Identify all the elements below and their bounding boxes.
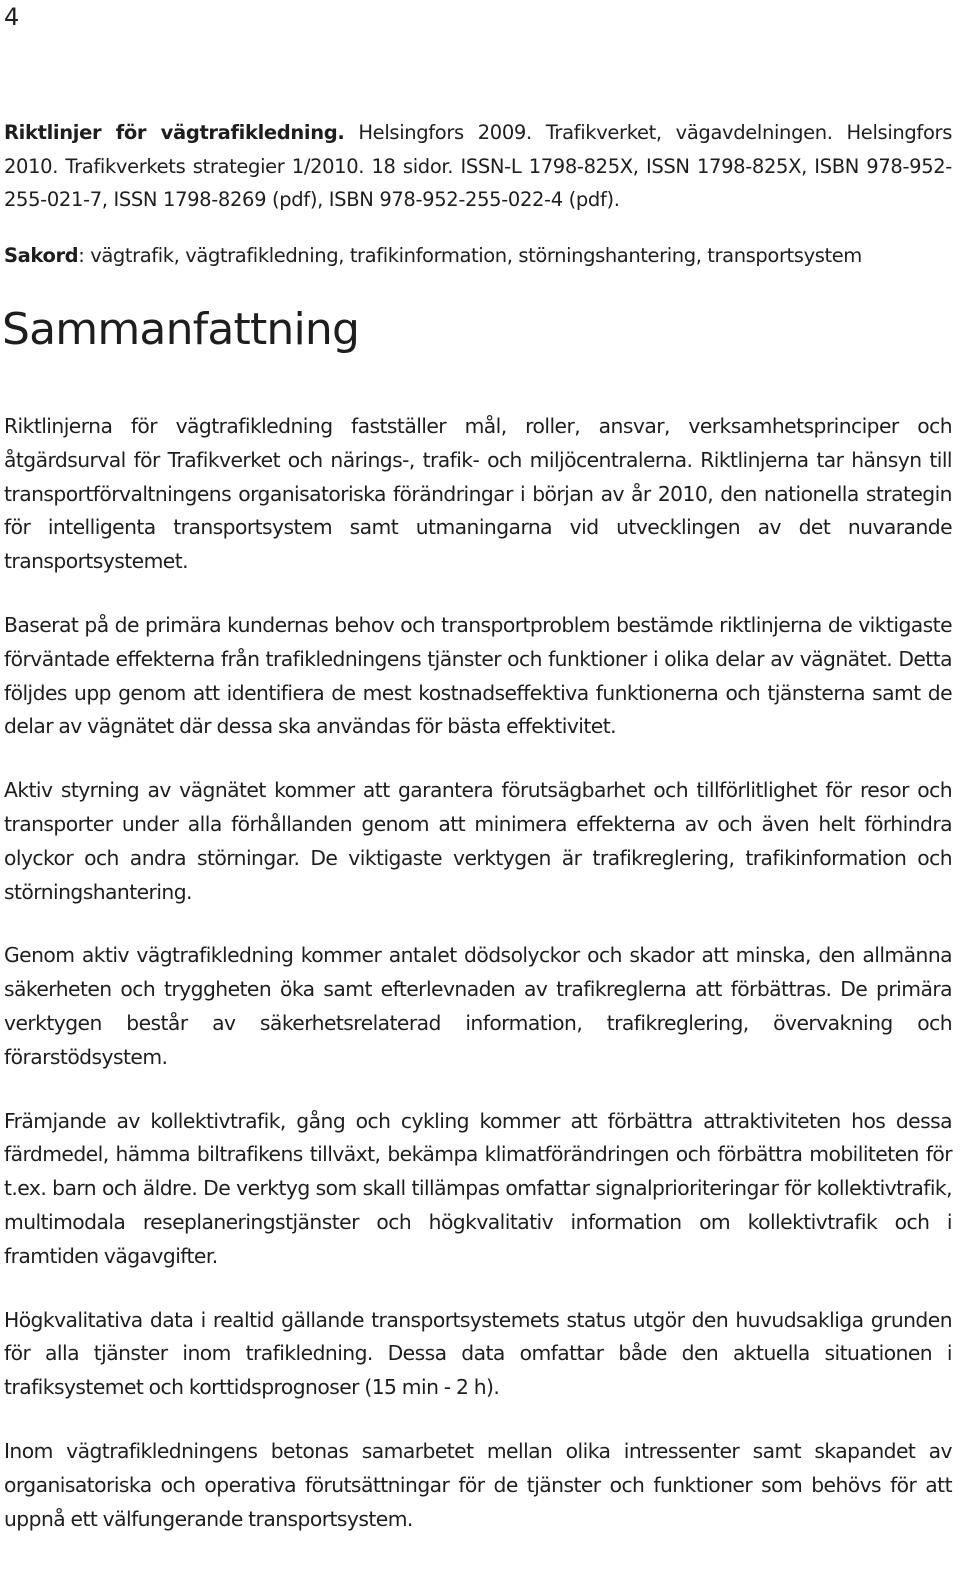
- keywords-line: [4, 239, 952, 272]
- summary-paragraph: Baserat på de primära kundernas behov och transportproblem bestämde riktlinjerna de viktigaste förväntade effekterna från trafikledningens tjänster och funktioner i olika delar av vägnätet. Detta följdes upp genom att identifiera de mest kostnadseffektiva funktionerna och tjänsterna samt de delar av vägnätet där dessa ska användas för bästa effektivitet.: [4, 612, 952, 739]
- summary-heading: Sammanfattning: [2, 304, 360, 355]
- summary-paragraph: Inom vägtrafikledningens betonas samarbetet mellan olika intressenter samt skapandet av organisatoriska och operativa förutsättningar för de tjänster och funktioner som behövs för att uppnå ett välfungerande transportsystem.: [4, 1438, 952, 1531]
- publication-title: Riktlinjer för vägtrafikledning.: [4, 121, 345, 144]
- summary-paragraph: Aktiv styrning av vägnätet kommer att garantera förutsägbarhet och tillförlitlighet för resor och transporter under alla förhållanden genom att minimera effekterna av och även helt förhindra olyckor och andra störningar. De viktigaste verktygen är trafikreglering, trafikinformation och störningshantering.: [4, 778, 952, 904]
- summary-paragraph: Främjande av kollektivtrafik, gång och cykling kommer att förbättra attraktiviteten hos dessa färdmedel, hämma biltrafikens tillväxt, bekämpa klimatförändringen och förbättra mobiliteten för t.ex. barn och äldre. De verktyg som skall tillämpas omfattar signalprioriteringar för kollektivtrafik, multimodala reseplaneringstjänster och högkvalitativ information om kollektivtrafik och i framtiden vägavgifter.: [4, 1108, 952, 1268]
- keywords-list: : vägtrafik, vägtrafikledning, trafikinformation, störningshantering, transportsystem: [78, 244, 862, 267]
- summary-paragraph: Genom aktiv vägtrafikledning kommer antalet dödsolyckor och skador att minska, den allmänna säkerheten och tryggheten öka samt efterlevnaden av trafikreglerna att förbättras. De primära verktygen består av säkerhetsrelaterad information, trafikreglering, övervakning och förarstödsystem.: [4, 943, 952, 1069]
- page-number: 4: [4, 3, 20, 31]
- summary-paragraph: Högkvalitativa data i realtid gällande transportsystemets status utgör den huvudsakliga grunden för alla tjänster inom trafikledning. Dessa data omfattar både den aktuella situationen i trafiksystemet och korttidsprognoser (15 min - 2 h).: [4, 1307, 952, 1400]
- keywords-label: Sakord: [4, 244, 79, 267]
- summary-body: [4, 410, 952, 1566]
- publication-details: Helsingfors 2009. Trafikverket, vägavdelningen. Helsingfors 2010. Trafikverkets strategier 1/2010. 18 sidor. ISSN-L 1798-825X, ISSN 1798-825X, ISBN 978-952-255-021-7, ISSN 1798-8269 (pdf), ISBN 978-952-255-022-4 (pdf).: [4, 121, 953, 211]
- summary-paragraph: Riktlinjerna för vägtrafikledning fastställer mål, roller, ansvar, verksamhetsprinciper och åtgärdsurval för Trafikverket och närings-, trafik- och miljöcentralerna. Riktlinjerna tar hänsyn till transportförvaltningens organisatoriska förändringar i början av år 2010, den nationella strategin för intelligenta transportsystem samt utmaningarna vid utvecklingen av det nuvarande transportsystemet.: [4, 414, 952, 574]
- bibliographic-info: [4, 116, 952, 217]
